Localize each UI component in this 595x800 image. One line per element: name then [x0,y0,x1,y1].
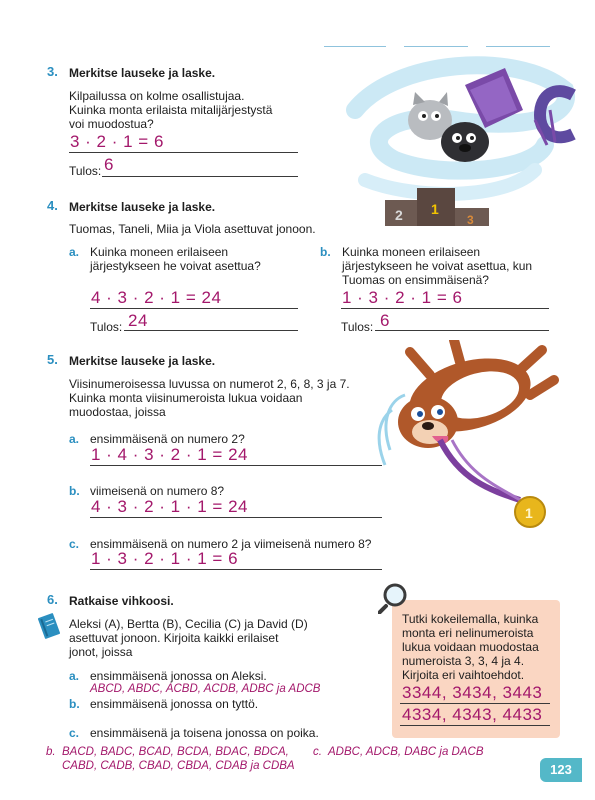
notebook-icon [36,612,62,640]
exercise-6-text-1: Aleksi (A), Bertta (B), Cecilia (C) ja David (D) [69,617,308,631]
exercise-4a-expression-line [90,308,298,309]
answer-b-line-2: CABD, CADB, CBAD, CBDA, CDAB ja CDBA [62,760,295,772]
exercise-3-number: 3. [47,64,58,79]
exercise-6a-text: ensimmäisenä jonossa on Aleksi. [90,669,267,683]
answer-b-letter: b. [46,746,56,758]
tip-text-1: Tutki kokeilemalla, kuinka [402,612,539,626]
exercise-5-number: 5. [47,352,58,367]
exercise-4-number: 4. [47,198,58,213]
exercise-5c-line [90,569,382,570]
exercise-3-text-2: Kuinka monta erilaista mitalijärjestystä [69,103,273,117]
exercise-5a-text: ensimmäisenä on numero 2? [90,432,245,446]
exercise-4b-expression: 1 · 3 · 2 · 1 = 6 [342,288,463,307]
header-blank-3 [486,46,550,47]
tip-text-2: monta eri nelinumeroista [402,626,534,640]
exercise-5a-letter: a. [69,432,80,446]
exercise-3-expression: 3 · 2 · 1 = 6 [70,132,164,151]
exercise-5-text-3: muodostaa, joissa [69,405,166,419]
exercise-6b-text: ensimmäisenä jonossa on tyttö. [90,697,259,711]
answer-c-letter: c. [313,746,322,758]
exercise-6-text-2: asettuvat jonoon. Kirjoita kaikki erilaiset [69,631,279,645]
exercise-3-expression-line [69,152,298,153]
tip-text-5: Kirjoita eri vaihtoehdot. [402,668,525,682]
exercise-3-text-3: voi muodostua? [69,117,154,131]
magnifier-icon [378,582,408,614]
exercise-6a-letter: a. [69,669,80,683]
answer-b-line-1: BACD, BADC, BCAD, BCDA, BDAC, BDCA, [62,746,289,758]
exercise-3-text-1: Kilpailussa on kolme osallistujaa. [69,89,245,103]
exercise-5b-line [90,517,382,518]
tip-answer-2: 4334, 4343, 4433 [402,705,543,724]
exercise-5b-letter: b. [69,484,80,498]
exercise-6-number: 6. [47,592,58,607]
exercise-3-title: Merkitse lauseke ja laske. [69,66,216,80]
exercise-5a-expression: 1 · 4 · 3 · 2 · 1 = 24 [91,445,248,464]
svg-text:1: 1 [525,505,533,521]
exercise-6c-letter: c. [69,726,80,740]
exercise-4a-letter: a. [69,245,80,259]
exercise-6b-letter: b. [69,697,80,711]
exercise-5c-text: ensimmäisenä on numero 2 ja viimeisenä numero 8? [90,537,372,551]
exercise-5c-expression: 1 · 3 · 2 · 1 · 1 = 6 [91,549,239,568]
svg-text:2: 2 [395,207,403,223]
tip-text-4: numeroista 3, 3, 4 ja 4. [402,654,525,668]
exercise-4a-result-line [124,330,298,331]
exercise-5b-expression: 4 · 3 · 2 · 1 · 1 = 24 [91,497,248,516]
dog-medal-illustration [370,340,560,540]
exercise-4a-result-label: Tulos: [90,320,123,334]
tip-answer-line-2 [400,725,550,726]
page-number: 123 [540,758,582,782]
exercise-4a-text-1: Kuinka moneen erilaiseen [90,245,229,259]
exercise-4b-expression-line [341,308,549,309]
exercise-4b-result-label: Tulos: [341,320,374,334]
exercise-6-title: Ratkaise vihkoosi. [69,594,174,608]
exercise-5b-text: viimeisenä on numero 8? [90,484,225,498]
exercise-4b-result: 6 [380,311,390,330]
header-blank-2 [404,46,468,47]
exercise-4-title: Merkitse lauseke ja laske. [69,200,216,214]
exercise-4b-text-3: Tuomas on ensimmäisenä? [342,273,489,287]
exercise-6-text-3: jonot, joissa [69,645,133,659]
exercise-4a-result: 24 [128,311,148,330]
exercise-3-result-label: Tulos: [69,164,102,178]
exercise-5a-line [90,465,382,466]
answer-c-text: ADBC, ADCB, DABC ja DACB [328,746,484,758]
exercise-4b-letter: b. [320,245,331,259]
exercise-3-result-line [102,176,298,177]
exercise-5c-letter: c. [69,537,80,551]
exercise-4a-text-2: järjestykseen he voivat asettua? [90,259,261,273]
svg-text:1: 1 [431,201,439,217]
svg-text:3: 3 [467,213,474,227]
exercise-5-text-1: Viisinumeroisessa luvussa on numerot 2, 6, 8, 3 ja 7. [69,377,350,391]
exercise-6a-answer: ABCD, ABDC, ACBD, ACDB, ADBC ja ADCB [90,683,321,695]
black-dog-shape [441,122,489,162]
exercise-5-text-2: Kuinka monta viisinumeroista lukua voidaan [69,391,303,405]
tip-answer-1: 3344, 3434, 3443 [402,683,543,702]
exercise-5-title: Merkitse lauseke ja laske. [69,354,216,368]
exercise-4-intro: Tuomas, Taneli, Miia ja Viola asettuvat jonoon. [69,222,316,236]
medal-ribbon-shape [440,440,520,500]
exercise-3-result: 6 [104,155,114,174]
exercise-4b-text-2: järjestykseen he voivat asettua, kun [342,259,533,273]
tip-text-3: lukua voidaan muodostaa [402,640,539,654]
exercise-4b-result-line [375,330,549,331]
tip-answer-line-1 [400,703,550,704]
header-blank-1 [324,46,386,47]
exercise-4b-text-1: Kuinka moneen erilaiseen [342,245,481,259]
exercise-6c-text: ensimmäisenä ja toisena jonossa on poika. [90,726,319,740]
exercise-4a-expression: 4 · 3 · 2 · 1 = 24 [91,288,222,307]
dogs-podium-illustration [335,50,583,240]
